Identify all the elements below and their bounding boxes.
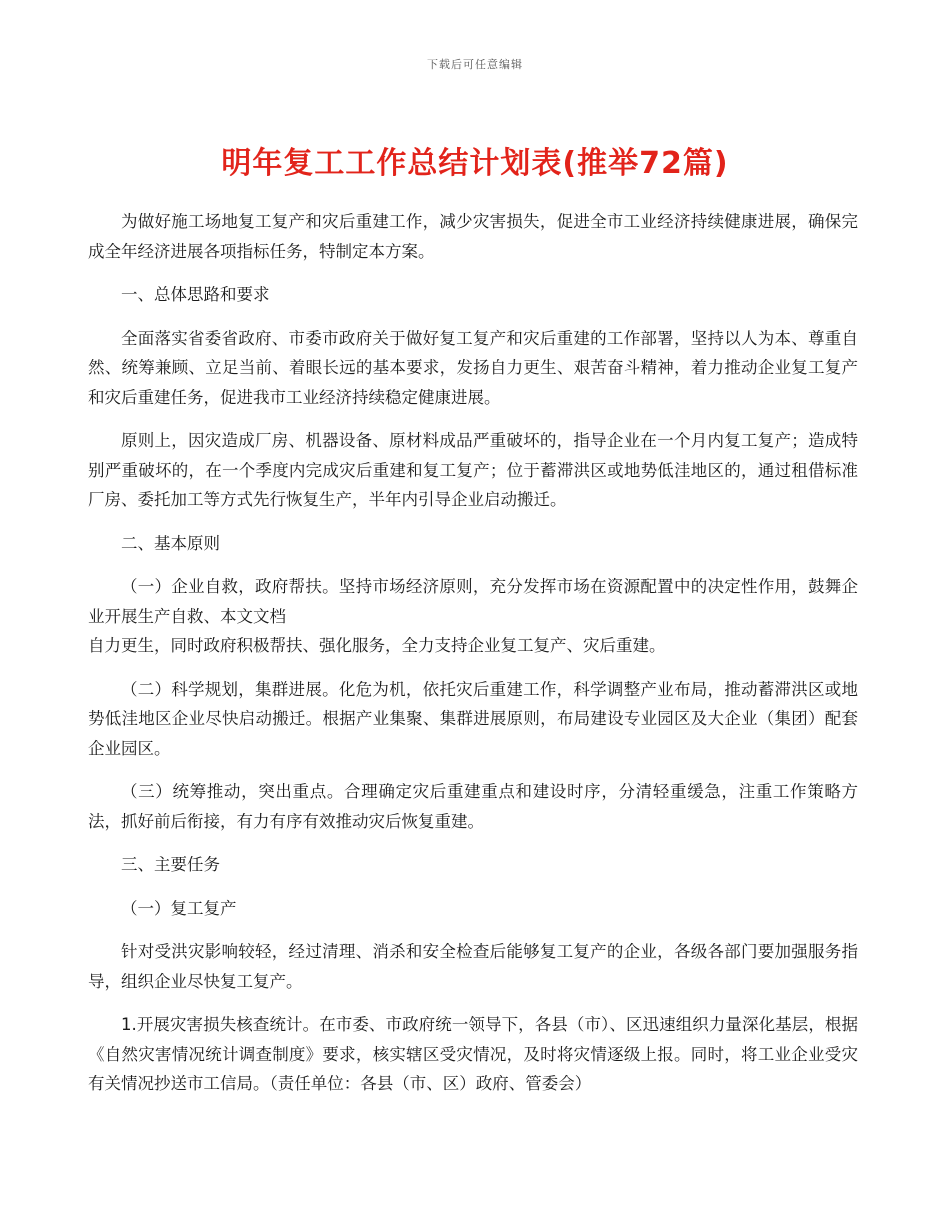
subsection-heading-1: （一）复工复产 (121, 898, 237, 918)
section-heading-1: 一、总体思路和要求 (121, 285, 270, 304)
document-title: 明年复工工作总结计划表(推举72篇) (221, 146, 729, 181)
paragraph-principle-1-part-b: 自力更生，同时政府积极帮扶、强化服务，全力支持企业复工复产、灾后重建。 (88, 636, 666, 655)
paragraph-overall-approach: 全面落实省委省政府、市委市政府关于做好复工复产和灾后重建的工作部署，坚持以人为本、尊重自然、统筹兼顾、立足当前、着眼长远的基本要求，发扬自力更生、艰苦奋斗精神，着力推动企业复工复产和灾后重建任务，促进我市工业经济持续稳定健康进展。 (88, 328, 858, 407)
paragraph-principle-1-part-a: （一）企业自救，政府帮扶。坚持市场经济原则，充分发挥市场在资源配置中的决定性作用，鼓舞企业开展生产自救、本文文档 (88, 577, 858, 626)
paragraph-resume-production: 针对受洪灾影响较轻，经过清理、消杀和安全检查后能够复工复产的企业，各级各部门要加强服务指导，组织企业尽快复工复产。 (88, 942, 858, 991)
section-heading-2: 二、基本原则 (121, 533, 220, 553)
paragraph-principle-2: （二）科学规划，集群进展。化危为机，依托灾后重建工作，科学调整产业布局，推动蓄滞洪区或地势低洼地区企业尽快启动搬迁。根据产业集聚、集群进展原则，布局建设专业园区及大企业（集团）配套企业园区。 (88, 679, 858, 758)
paragraph-principle-3: （三）统筹推动，突出重点。合理确定灾后重建重点和建设时序，分清轻重缓急，注重工作策略方法，抓好前后衔接，有力有序有效推动灾后恢复重建。 (88, 782, 858, 831)
header-note: 下载后可任意编辑 (427, 58, 523, 71)
paragraph-principle-1 (88, 572, 858, 661)
section-heading-3: 三、主要任务 (121, 855, 220, 874)
document-body (88, 207, 858, 1113)
paragraph-task-1: 1.开展灾害损失核查统计。在市委、市政府统一领导下，各县（市）、区迅速组织力量深化基层，根据《自然灾害情况统计调查制度》要求，核实辖区受灾情况，及时将灾情逐级上报。同时，将工业企业受灾有关情况抄送市工信局。（责任单位：各县（市、区）政府、管委会） (88, 1015, 858, 1093)
intro-paragraph: 为做好施工场地复工复产和灾后重建工作，减少灾害损失，促进全市工业经济持续健康进展，确保完成全年经济进展各项指标任务，特制定本方案。 (88, 212, 858, 261)
paragraph-principle-timeline: 原则上，因灾造成厂房、机器设备、原材料成品严重破坏的，指导企业在一个月内复工复产；造成特别严重破坏的，在一个季度内完成灾后重建和复工复产；位于蓄滞洪区或地势低洼地区的，通过租借标准厂房、委托加工等方式先行恢复生产，半年内引导企业启动搬迁。 (88, 431, 858, 509)
